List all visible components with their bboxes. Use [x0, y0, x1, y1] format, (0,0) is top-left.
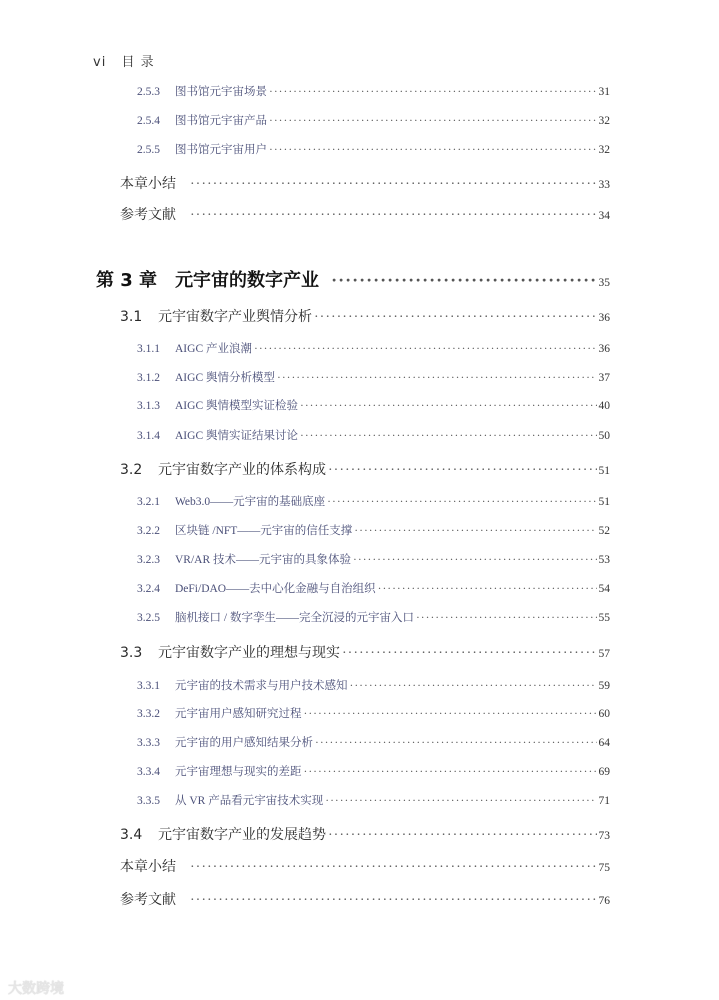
entry-title: AIGC 舆情分析模型 [175, 372, 275, 384]
entry-title: 元宇宙数字产业舆情分析 [158, 309, 312, 325]
entry-number: 3.2.1 [137, 496, 160, 508]
entry-page: 52 [598, 525, 610, 537]
entry-page: 54 [598, 583, 610, 595]
entry-title: 脑机接口 / 数字孪生——完全沉浸的元宇宙入口 [175, 612, 414, 624]
toc-entry[interactable] [0, 856, 719, 876]
entry-page: 60 [598, 708, 610, 720]
entry-title: 元宇宙数字产业的体系构成 [158, 462, 326, 478]
entry-number: 3.2.3 [137, 554, 160, 566]
entry-number: 3.1.4 [137, 430, 160, 442]
entry-title: VR/AR 技术——元宇宙的具象体验 [175, 554, 352, 566]
entry-title: 本章小结 [120, 176, 176, 192]
entry-number: 3.3.5 [137, 795, 160, 807]
entry-page: 73 [598, 830, 610, 842]
dot-leader [254, 343, 597, 355]
entry-title: AIGC 舆情模型实证检验 [175, 400, 298, 412]
toc-entry[interactable] [0, 112, 719, 128]
toc-entry[interactable] [0, 734, 719, 750]
toc-entry[interactable] [0, 369, 719, 385]
toc-entry[interactable] [0, 173, 719, 193]
toc-entry[interactable] [0, 522, 719, 538]
dot-leader [315, 737, 597, 749]
entry-page: 64 [598, 737, 610, 749]
entry-title: 参考文献 [120, 892, 176, 908]
entry-number: 3.2.4 [137, 583, 160, 595]
toc-entry[interactable] [0, 705, 719, 721]
entry-page: 36 [598, 312, 610, 324]
dot-leader [300, 430, 597, 442]
toc-entry[interactable] [0, 824, 719, 844]
entry-page: 32 [598, 115, 610, 127]
entry-number: 3.1.3 [137, 400, 160, 412]
entry-title: AIGC 舆情实证结果讨论 [175, 430, 298, 442]
entry-number: 3.1.1 [137, 343, 160, 355]
entry-title: Web3.0——元宇宙的基础底座 [175, 496, 326, 508]
dot-leader [277, 372, 597, 384]
entry-page: 33 [598, 179, 610, 191]
toc-entry[interactable] [0, 642, 719, 662]
entry-page: 35 [598, 277, 610, 289]
entry-page: 59 [598, 680, 610, 692]
entry-title: 区块链 /NFT——元宇宙的信任支撑 [175, 525, 353, 537]
entry-title: 图书馆元宇宙场景 [175, 86, 267, 98]
toc-entry[interactable] [0, 141, 719, 157]
toc-entry[interactable] [0, 609, 719, 625]
dot-leader [327, 496, 596, 508]
entry-title: 元宇宙理想与现实的差距 [175, 766, 302, 778]
dot-leader [300, 400, 597, 412]
entry-title: 元宇宙的用户感知结果分析 [175, 737, 313, 749]
dot-leader [304, 766, 597, 778]
toc-entry[interactable] [0, 83, 719, 99]
entry-page: 71 [598, 795, 610, 807]
entry-page: 37 [598, 372, 610, 384]
entry-page: 34 [598, 210, 610, 222]
dot-leader [190, 177, 597, 193]
entry-number: 3.3 [120, 645, 143, 661]
toc-entry[interactable] [0, 427, 719, 443]
dot-leader [416, 612, 597, 624]
entry-number: 3.1 [120, 309, 143, 325]
dot-leader [269, 144, 597, 156]
entry-title: 从 VR 产品看元宇宙技术实现 [175, 795, 324, 807]
entry-number: 3.2.2 [137, 525, 160, 537]
entry-page: 57 [598, 648, 610, 660]
dot-leader [314, 310, 597, 326]
entry-page: 53 [598, 554, 610, 566]
entry-title: DeFi/DAO——去中心化金融与自治组织 [175, 583, 376, 595]
entry-number: 3.3.1 [137, 680, 160, 692]
dot-leader [350, 680, 597, 692]
entry-number: 3.2.5 [137, 612, 160, 624]
dot-leader [353, 554, 596, 566]
entry-number: 3.1.2 [137, 372, 160, 384]
dot-leader [354, 525, 596, 537]
entry-page: 36 [598, 343, 610, 355]
dot-leader [269, 115, 597, 127]
header-section: 目 录 [121, 55, 155, 70]
entry-number: 2.5.4 [137, 115, 160, 127]
entry-page: 76 [598, 895, 610, 907]
toc-entry[interactable] [0, 266, 719, 292]
running-header [93, 51, 165, 70]
entry-number: 3.3.2 [137, 708, 160, 720]
dot-leader [269, 86, 597, 98]
entry-number: 3.2 [120, 462, 143, 478]
entry-number: 第 3 章 [96, 270, 158, 291]
entry-number: 2.5.3 [137, 86, 160, 98]
entry-title: 参考文献 [120, 207, 176, 223]
entry-title: 元宇宙数字产业的理想与现实 [158, 645, 340, 661]
entry-page: 69 [598, 766, 610, 778]
dot-leader [325, 795, 596, 807]
watermark: 大数跨境 [8, 981, 64, 997]
entry-number: 3.3.3 [137, 737, 160, 749]
toc-entry[interactable] [0, 306, 719, 326]
entry-page: 51 [598, 465, 610, 477]
toc-entry[interactable] [0, 459, 719, 479]
entry-title: 元宇宙的技术需求与用户技术感知 [175, 680, 348, 692]
toc-entry[interactable] [0, 397, 719, 413]
dot-leader [190, 893, 597, 909]
dot-leader [190, 208, 597, 224]
entry-title: 元宇宙用户感知研究过程 [175, 708, 302, 720]
entry-title: 元宇宙数字产业的发展趋势 [158, 827, 326, 843]
dot-leader [331, 270, 596, 291]
entry-page: 55 [598, 612, 610, 624]
toc-entry[interactable] [0, 493, 719, 509]
entry-page: 40 [598, 400, 610, 412]
toc-entry[interactable] [0, 204, 719, 224]
entry-number: 3.4 [120, 827, 143, 843]
toc-entry[interactable] [0, 677, 719, 693]
dot-leader [190, 860, 597, 876]
entry-title: 本章小结 [120, 859, 176, 875]
dot-leader [342, 646, 597, 662]
toc-entry[interactable] [0, 580, 719, 596]
toc-entry[interactable] [0, 551, 719, 567]
dot-leader [328, 828, 597, 844]
dot-leader [304, 708, 597, 720]
toc-entry[interactable] [0, 889, 719, 909]
entry-page: 75 [598, 862, 610, 874]
dot-leader [328, 463, 597, 479]
entry-title: 图书馆元宇宙用户 [175, 144, 267, 156]
entry-number: 2.5.5 [137, 144, 160, 156]
entry-page: 31 [598, 86, 610, 98]
header-page-number: vi [93, 55, 107, 70]
entry-number: 3.3.4 [137, 766, 160, 778]
toc-entry[interactable] [0, 340, 719, 356]
entry-title: 图书馆元宇宙产品 [175, 115, 267, 127]
entry-title: AIGC 产业浪潮 [175, 343, 252, 355]
entry-page: 32 [598, 144, 610, 156]
toc-entry[interactable] [0, 792, 719, 808]
dot-leader [378, 583, 597, 595]
entry-page: 50 [598, 430, 610, 442]
entry-page: 51 [598, 496, 610, 508]
toc-entry[interactable] [0, 763, 719, 779]
entry-title: 元宇宙的数字产业 [175, 270, 320, 291]
